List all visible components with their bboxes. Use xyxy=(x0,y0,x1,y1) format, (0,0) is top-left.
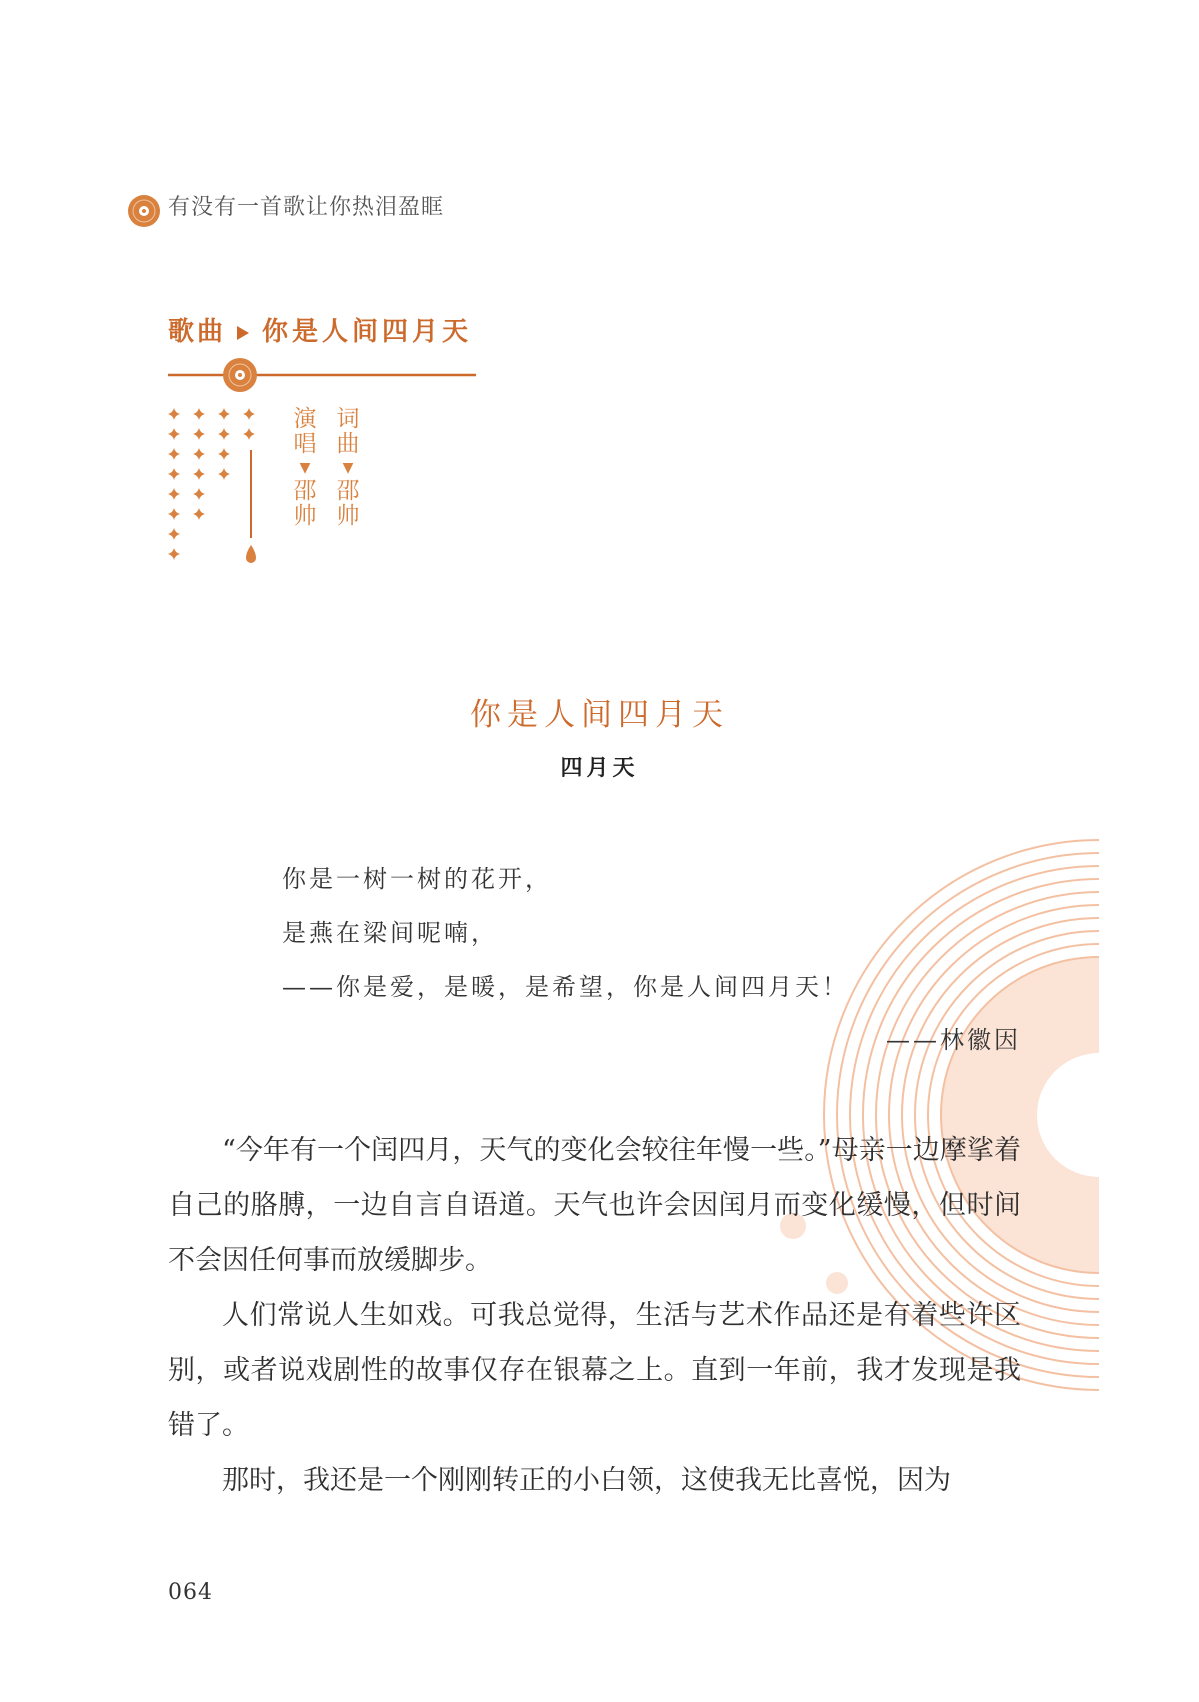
section-label: 歌曲 xyxy=(168,317,227,347)
sparkle-icon xyxy=(243,408,255,420)
sparkle-icon xyxy=(218,448,230,460)
poem-title: 你是人间四月天 xyxy=(470,697,729,733)
poem-line: 你是一树一树的花开， xyxy=(282,865,552,893)
small-disc-icon xyxy=(223,358,257,392)
composer-name: 邵帅 xyxy=(336,478,360,529)
performer-name: 邵帅 xyxy=(293,478,317,529)
sparkle-icon xyxy=(168,488,180,500)
sparkle-icon xyxy=(218,408,230,420)
record-disc-icon xyxy=(128,195,160,227)
sparkle-icons xyxy=(168,408,255,560)
sparkle-icon xyxy=(193,408,205,420)
performer-credit xyxy=(290,407,320,529)
song-title: 你是人间四月天 xyxy=(262,317,473,347)
play-icon xyxy=(237,326,249,340)
poem-author: ——林徽因 xyxy=(886,1026,1021,1054)
down-arrow-icon: ▼ xyxy=(342,460,354,476)
performer-label: 演唱 xyxy=(293,406,317,457)
down-arrow-icon: ▼ xyxy=(299,460,311,476)
sparkle-icon xyxy=(168,508,180,520)
sparkle-icon xyxy=(218,468,230,480)
poem-line: 是燕在梁间呢喃， xyxy=(282,919,498,947)
body-paragraph: 人们常说人生如戏。可我总觉得，生活与艺术作品还是有着些许区别，或者说戏剧性的故事仅存在银幕之上。直到一年前，我才发现是我错了。 xyxy=(168,1300,1021,1441)
sparkle-icon xyxy=(193,468,205,480)
sparkle-icon xyxy=(218,428,230,440)
poem-line: ——你是爱，是暖，是希望，你是人间四月天！ xyxy=(282,973,849,1001)
body-paragraph: 那时，我还是一个刚刚转正的小白领，这使我无比喜悦，因为 xyxy=(222,1465,951,1496)
sparkle-icon xyxy=(168,428,180,440)
sparkle-icon xyxy=(168,548,180,560)
sparkle-icon xyxy=(193,428,205,440)
drop-icon xyxy=(246,545,256,563)
running-header-title: 有没有一首歌让你热泪盈眶 xyxy=(168,195,445,220)
body-text xyxy=(168,1123,1021,1508)
sparkle-icon xyxy=(168,468,180,480)
sparkle-icon xyxy=(193,448,205,460)
composer-label: 词曲 xyxy=(336,406,360,457)
page-number: 064 xyxy=(168,1580,213,1605)
sparkle-icon xyxy=(168,408,180,420)
poem-subtitle: 四月天 xyxy=(560,755,639,781)
sparkle-icon xyxy=(193,488,205,500)
composer-credit xyxy=(333,407,363,529)
body-paragraph: “今年有一个闰四月，天气的变化会较往年慢一些。”母亲一边摩挲着自己的胳膊，一边自言自语道。天气也许会因闰月而变化缓慢，但时间不会因任何事而放缓脚步。 xyxy=(168,1135,1021,1276)
sparkle-icon xyxy=(243,428,255,440)
sparkle-icon xyxy=(193,508,205,520)
sparkle-icon xyxy=(168,448,180,460)
sparkle-icon xyxy=(168,528,180,540)
